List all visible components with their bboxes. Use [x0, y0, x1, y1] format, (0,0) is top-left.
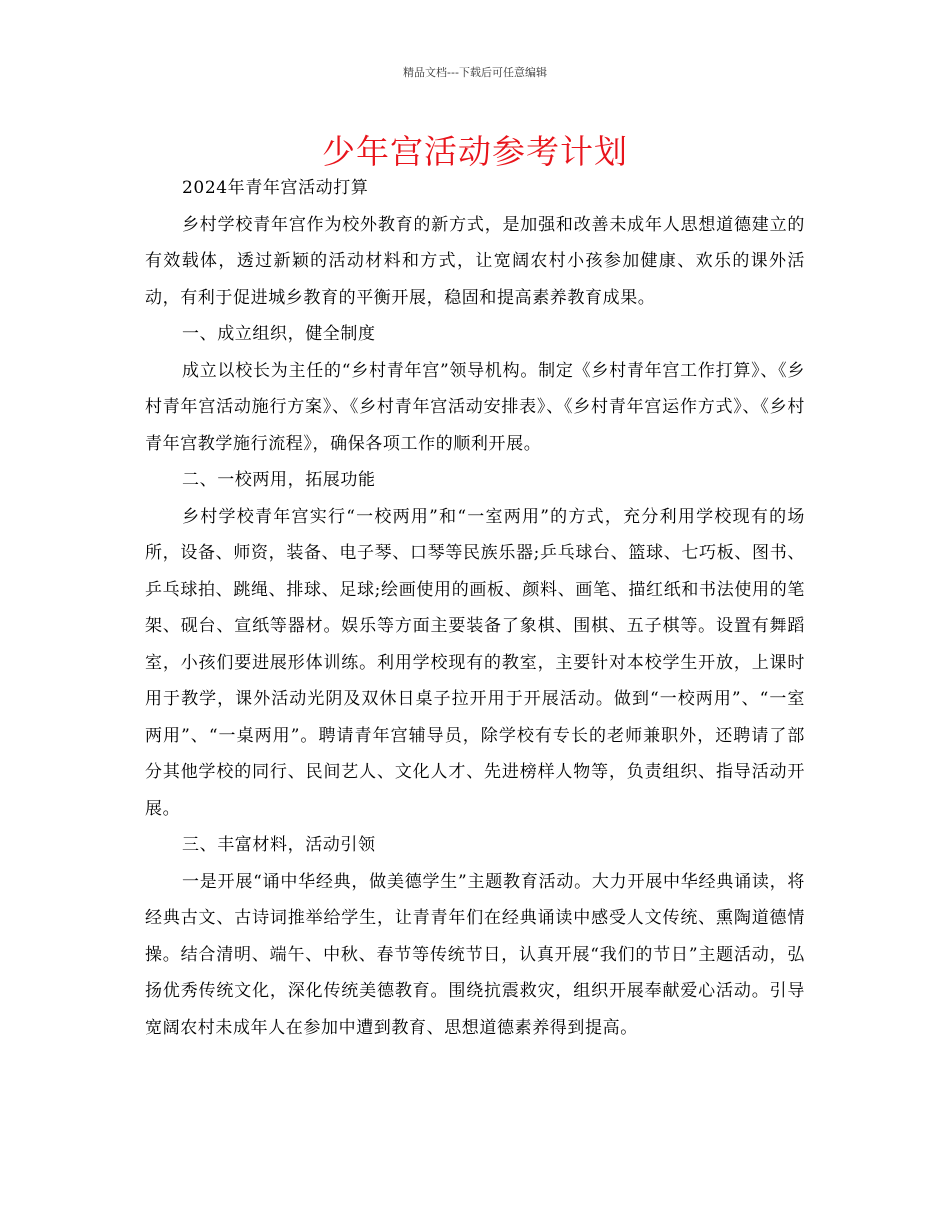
- paragraph-section-2: 乡村学校青年宫实行“一校两用”和“一室两用”的方式，充分利用学校现有的场所，设备、师资，装备、电子琴、口琴等民族乐器;乒乓球台、篮球、七巧板、图书、乒乓球拍、跳绳、排球、足球;绘画使用的画板、颜料、画笔、描红纸和书法使用的笔架、砚台、宣纸等器材。娱乐等方面主要装备了象棋、围棋、五子棋等。设置有舞蹈室，小孩们要进展形体训练。利用学校现有的教室，主要针对本校学生开放，上课时用于教学，课外活动光阴及双休日桌子拉开用于开展活动。做到“一校两用”、“一室两用”、“一桌两用”。聘请青年宫辅导员，除学校有专长的老师兼职外，还聘请了部分其他学校的同行、民间艺人、文化人才、先进榜样人物等，负责组织、指导活动开展。: [145, 506, 805, 819]
- document-body: [145, 170, 805, 1046]
- section-heading-3: 三、丰富材料，活动引领: [182, 835, 376, 855]
- header-note: 精品文档---下载后可任意编辑: [403, 66, 547, 79]
- paragraph-plan-heading: 2024年青年宫活动打算: [182, 178, 369, 198]
- paragraph-section-1: 成立以校长为主任的“乡村青年宫”领导机构。制定《乡村青年宫工作打算》、《乡村青年宫活动施行方案》、《乡村青年宫活动安排表》、《乡村青年宫运作方式》、《乡村青年宫教学施行流程》，确保各项工作的顺利开展。: [145, 360, 805, 454]
- section-heading-2: 二、一校两用，拓展功能: [182, 470, 376, 490]
- section-heading-1: 一、成立组织，健全制度: [182, 324, 376, 344]
- paragraph-section-3: 一是开展“诵中华经典，做美德学生”主题教育活动。大力开展中华经典诵读，将经典古文、古诗词推举给学生，让青青年们在经典诵读中感受人文传统、熏陶道德情操。结合清明、端午、中秋、春节等传统节日，认真开展“我们的节日”主题活动，弘扬优秀传统文化，深化传统美德教育。围绕抗震救灾，组织开展奉献爱心活动。引导宽阔农村未成年人在参加中遭到教育、思想道德素养得到提高。: [145, 871, 805, 1038]
- document-title: 少年宫活动参考计划: [322, 132, 628, 171]
- paragraph-intro: 乡村学校青年宫作为校外教育的新方式，是加强和改善未成年人思想道德建立的有效载体，透过新颖的活动材料和方式，让宽阔农村小孩参加健康、欢乐的课外活动，有利于促进城乡教育的平衡开展，稳固和提高素养教育成果。: [145, 214, 805, 308]
